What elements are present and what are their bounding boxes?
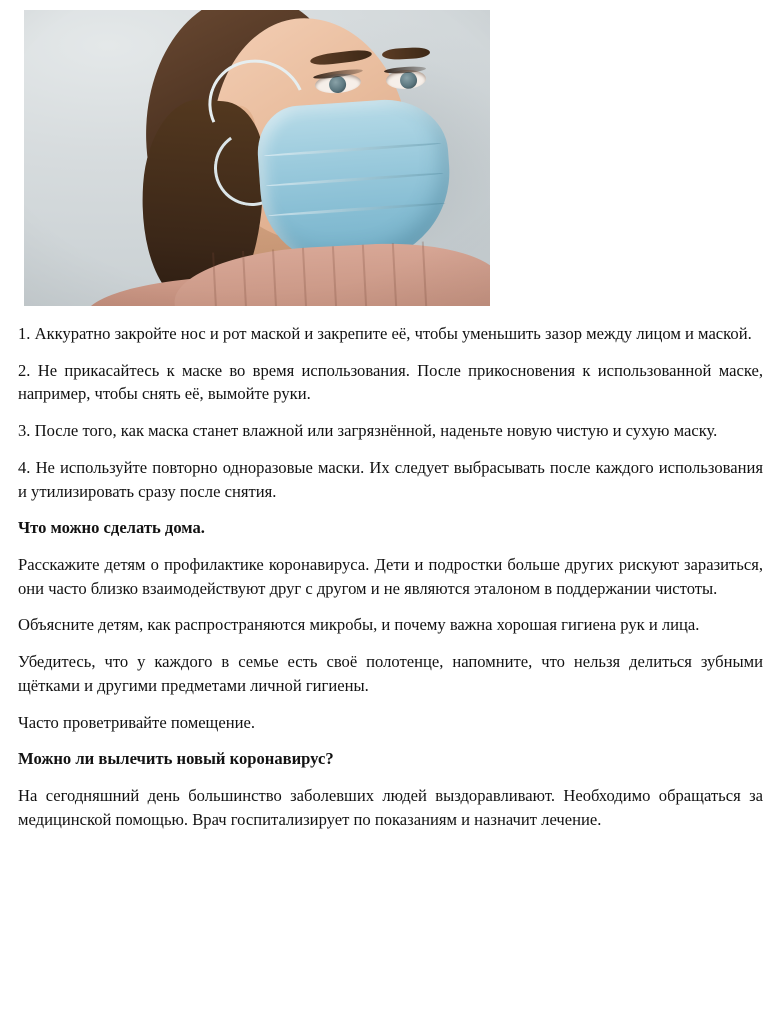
document-page [0, 10, 781, 1034]
paragraph-9: На сегодняшний день большинство заболевших людей выздоравливают. Необходимо обращаться за медицинской помощью. Врач госпитализирует по показаниям и назначит лечение. [18, 786, 763, 829]
paragraph-8: Часто проветривайте помещение. [18, 712, 255, 732]
paragraph-5: Расскажите детям о профилактике коронавируса. Дети и подростки больше других рискуют заразиться, они часто близко взаимодействуют друг с другом и не являются эталоном в поддержании чистоты. [18, 555, 763, 598]
paragraph-6: Объясните детям, как распространяются микробы, и почему важна хорошая гигиена рук и лица. [18, 615, 700, 635]
section-heading-cure: Можно ли вылечить новый коронавирус? [18, 749, 334, 769]
photo-image [24, 10, 490, 306]
paragraph-3: 3. После того, как маска станет влажной или загрязнённой, наденьте новую чистую и сухую маску. [18, 421, 718, 441]
document-body [16, 322, 763, 832]
section-heading-home: Что можно сделать дома. [18, 518, 205, 538]
photo-vignette [24, 10, 490, 306]
mask-photo-figure [24, 10, 490, 306]
paragraph-2: 2. Не прикасайтесь к маске во время использования. После прикосновения к использованной маске, например, чтобы снять её, вымойте руки. [18, 360, 763, 404]
paragraph-7: Убедитесь, что у каждого в семье есть своё полотенце, напомните, что нельзя делиться зубными щётками и другими предметами личной гигиены. [18, 652, 763, 695]
paragraph-1: 1. Аккуратно закройте нос и рот маской и закрепите её, чтобы уменьшить зазор между лицом и маской. [18, 324, 752, 343]
paragraph-4: 4. Не используйте повторно одноразовые маски. Их следует выбрасывать после каждого использования и утилизировать сразу после снятия. [18, 457, 763, 501]
